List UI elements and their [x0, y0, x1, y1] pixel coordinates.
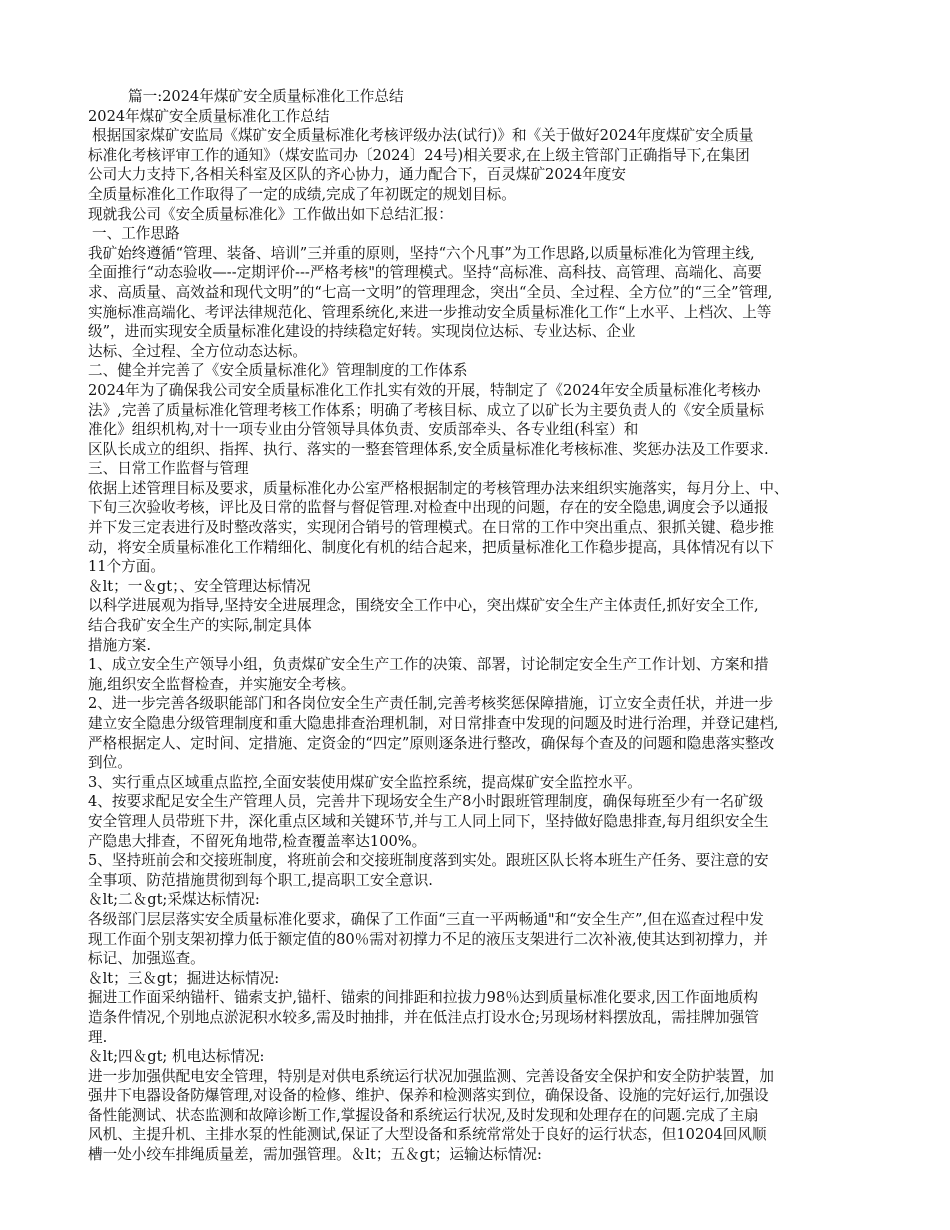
text-line: 到位。 [88, 754, 132, 772]
text-line: 达标、全过程、全方位动态达标。 [88, 342, 307, 360]
text-line: 标记、加强巡查。 [88, 950, 205, 968]
document-body [88, 87, 868, 1165]
text-line: 全质量标准化工作取得了一定的成绩,完成了年初既定的规划目标。 [88, 185, 516, 203]
text-line: 区队长成立的组织、指挥、执行、落实的一整套管理体系,安全质量标准化考核标准、奖惩办法及工作要求. [88, 440, 769, 458]
text-line: 法》,完善了质量标准化管理考核工作体系；明确了考核目标、成立了以矿长为主要负责人的《安全质量标 [88, 401, 764, 419]
section-heading: 一、工作思路 [92, 225, 180, 243]
text-line: 进一步加强供配电安全管理，特别是对供电系统运行状况加强监测、完善设备安全保护和安全防护装置，加 [88, 1067, 774, 1085]
article-heading: 篇一:2024年煤矿安全质量标准化工作总结 [128, 88, 404, 105]
text-line: 全事项、防范措施贯彻到每个职工,提高职工安全意识. [88, 871, 433, 889]
text-line: 求、高质量、高效益和现代文明”的“七高一文明”的管理理念，突出“全员、全过程、全方位”的“三全”管理, [88, 283, 773, 301]
subsection-heading: ＆lt;二＆gt;采煤达标情况: [88, 891, 260, 909]
text-line: 依据上述管理目标及要求，质量标准化办公室严格根据制定的考核管理办法来组织实施落实，每月分上、中、 [88, 479, 789, 497]
text-line: 结合我矿安全生产的实际,制定具体 [88, 617, 312, 635]
text-line: 2、进一步完善各级职能部门和各岗位安全生产责任制,完善考核奖惩保障措施，订立安全责任状，并进一步 [88, 695, 774, 713]
section-heading: 三、日常工作监督与管理 [88, 460, 249, 478]
text-line: 2024年为了确保我公司安全质量标准化工作扎实有效的开展，特制定了《2024年安全质量标准化考核办 [88, 381, 761, 399]
text-line: 1、成立安全生产领导小组，负责煤矿安全生产工作的决策、部署，讨论制定安全生产工作计划、方案和措 [88, 656, 769, 674]
text-line: 严格根据定人、定时间、定措施、定资金的“四定”原则逐条进行整改，确保每个查及的问题和隐患落实整改 [88, 734, 775, 752]
subsection-heading: ＆lt；三＆gt；掘进达标情况: [88, 969, 280, 987]
text-line: 根据国家煤矿安监局《煤矿安全质量标准化考核评级办法(试行)》和《关于做好2024年度煤矿安全质量 [92, 127, 754, 145]
text-line: 公司大力支持下,各相关科室及区队的齐心协力，通力配合下，百灵煤矿2024年度安 [88, 166, 626, 184]
text-line: 建立安全隐患分级管理制度和重大隐患排查治理机制，对日常排查中发现的问题及时进行治理，并登记建档, [88, 715, 779, 732]
text-line: 4、按要求配足安全生产管理人员，完善井下现场安全生产8小时跟班管理制度，确保每班至少有一名矿级 [88, 793, 764, 811]
text-line: 我矿始终遵循“管理、装备、培训”三并重的原则，坚持“六个凡事”为工作思路,以质量标准化为管理主线, [88, 244, 755, 262]
text-line: 各级部门层层落实安全质量标准化要求，确保了工作面“三直一平两畅通"和“安全生产”,但在巡查过程中发 [88, 910, 764, 928]
text-line: 以科学进展观为指导,坚持安全进展理念，围绕安全工作中心，突出煤矿安全生产主体责任,抓好安全工作, [88, 597, 759, 615]
subsection-heading: ＆lt；一＆gt；、安全管理达标情况 [88, 577, 311, 595]
text-line: 产隐患大排查，不留死角地带,检查覆盖率达100%。 [88, 832, 427, 850]
text-line: 风机、主提升机、主排水泵的性能测试,保证了大型设备和系统常常处于良好的运行状态，但10204回风顺 [88, 1126, 767, 1144]
text-line: 级”，进而实现安全质量标准化建设的持续稳定好转。实现岗位达标、专业达标、企业 [88, 323, 636, 341]
text-line: 理. [88, 1028, 108, 1046]
text-line: 实施标准高端化、考评法律规范化、管理系统化,来进一步推动安全质量标准化工作“上水平、上档次、上等 [88, 303, 772, 321]
subsection-heading: ＆lt;四＆gt; 机电达标情况: [88, 1048, 265, 1066]
text-line: 下旬三次验收考核，评比及日常的监督与督促管理.对检查中出现的问题，存在的安全隐患,调度会予以通报 [88, 499, 769, 517]
text-line: 准化》组织机构,对十一项专业由分管领导具体负责、安质部牵头、各专业组(科室）和 [88, 421, 639, 439]
text-line: 标准化考核评审工作的通知》（煤安监司办〔2024〕24号)相关要求,在上级主管部门正确指导下,在集团 [88, 146, 750, 164]
text-line: 强井下电器设备防爆管理,对设备的检修、维护、保养和检测落实到位，确保设备、设施的完好运行,加强设 [88, 1087, 769, 1105]
text-line: 措施方案. [88, 636, 152, 654]
text-line: 备性能测试、状态监测和故障诊断工作,掌握设备和系统运行状况,及时发现和处理存在的问题.完成了主扇 [88, 1106, 759, 1124]
text-line: 并下发三定表进行及时整改落实，实现闭合销号的管理模式。在日常的工作中突出重点、狠抓关键、稳步推 [88, 519, 774, 537]
text-line: 现工作面个别支架初撑力低于额定值的80％需对初撑力不足的液压支架进行二次补液,使其达到初撑力，并 [88, 930, 768, 948]
document-title: 2024年煤矿安全质量标准化工作总结 [88, 107, 330, 125]
text-line: 安全管理人员带班下井，深化重点区域和关键环节,并与工人同上同下，坚持做好隐患排查,每月组织安全生 [88, 812, 769, 830]
text-line: 11个方面。 [88, 558, 165, 576]
text-line: 5、坚持班前会和交接班制度，将班前会和交接班制度落到实处。跟班区队长将本班生产任务、要注意的安 [88, 852, 769, 870]
text-line: 动，将安全质量标准化工作精细化、制度化有机的结合起来，把质量标准化工作稳步提高，具体情况有以下 [88, 538, 774, 556]
text-line: 全面推行“动态验收—--定期评价---严格考核"的管理模式。坚持“高标准、高科技、高管理、高端化、高要 [88, 264, 762, 282]
text-line: 造条件情况,个别地点淤泥积水较多,需及时抽排，并在低洼点打设水仓;另现场材料摆放乱，需挂牌加强管 [88, 1008, 759, 1026]
text-line: 槽一处小绞车排绳质量差，需加强管理。＆lt；五＆gt；运输达标情况: [88, 1146, 542, 1164]
text-line: 施,组织安全监督检查，并实施安全考核。 [88, 675, 356, 693]
text-line: 3、实行重点区域重点监控,全面安装使用煤矿安全监控系统，提高煤矿安全监控水平。 [88, 773, 642, 791]
text-line: 现就我公司《安全质量标准化》工作做出如下总结汇报： [88, 205, 453, 223]
text-line: 掘进工作面采纳锚杆、锚索支护,锚杆、锚索的间排距和拉拔力98％达到质量标准化要求,因工作面地质构 [88, 989, 758, 1007]
section-heading: 二、健全并完善了《安全质量标准化》管理制度的工作体系 [88, 362, 468, 380]
